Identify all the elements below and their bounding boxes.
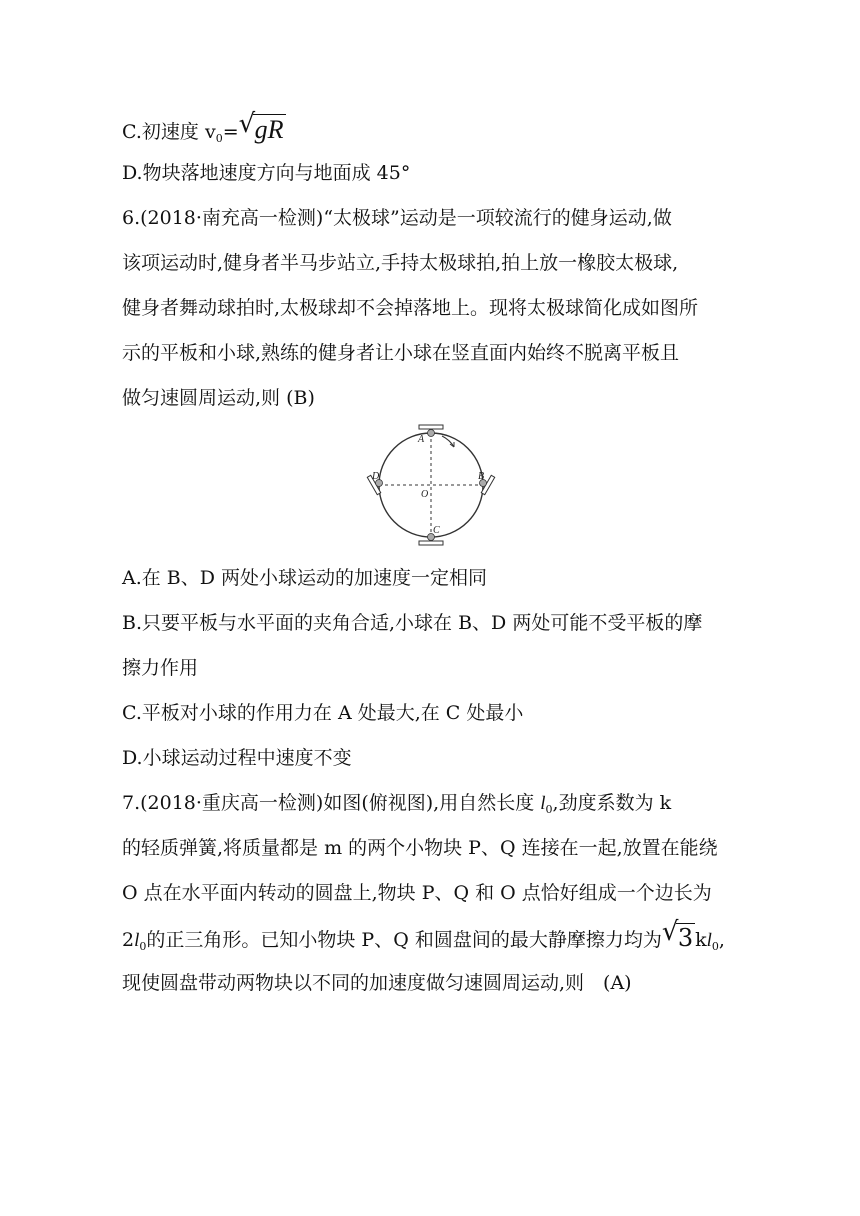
option-c-q6: C.平板对小球的作用力在 A 处最大,在 C 处最小 xyxy=(122,702,524,724)
label-d: D xyxy=(372,471,380,482)
question-6-line-4: 示的平板和小球,熟练的健身者让小球在竖直面内始终不脱离平板且 xyxy=(122,342,680,364)
question-6-line-1: 6.(2018·南充高一检测)“太极球”运动是一项较流行的健身运动,做 xyxy=(122,207,672,229)
taiji-ball-figure xyxy=(366,420,496,550)
option-d-q6: D.小球运动过程中速度不变 xyxy=(122,747,352,769)
sqrt-gR: √ gR xyxy=(238,109,284,144)
label-a: A xyxy=(418,434,425,445)
plate-bottom xyxy=(419,541,443,545)
question-7-line-1: 7.(2018·重庆高一检测)如图(俯视图),用自然长度 $l_0$,劲度系数为 k xyxy=(122,792,672,816)
question-7-line-2: 的轻质弹簧,将质量都是 m 的两个小物块 P、Q 连接在一起,放置在能绕 xyxy=(122,837,718,859)
option-d-q5: D.物块落地速度方向与地面成 45° xyxy=(122,162,411,184)
option-b-q6-line-1: B.只要平板与水平面的夹角合适,小球在 B、D 两处可能不受平板的摩 xyxy=(122,612,703,634)
option-a-q6: A.在 B、D 两处小球运动的加速度一定相同 xyxy=(122,567,488,589)
question-7-line-5: 现使圆盘带动两物块以不同的加速度做匀速圆周运动,则 (A) xyxy=(122,972,632,994)
sqrt-3: √ 3 xyxy=(661,917,694,952)
ball-a xyxy=(428,430,435,437)
question-7-line-3: O 点在水平面内转动的圆盘上,物块 P、Q 和 O 点恰好组成一个边长为 xyxy=(122,882,712,904)
question-6-line-2: 该项运动时,健身者半马步站立,手持太极球拍,拍上放一橡胶太极球, xyxy=(122,252,679,274)
question-7-line-4: $2l_0$的正三角形。已知小物块 P、Q 和圆盘间的最大静摩擦力均为 √ 3 $kl_0$, xyxy=(122,917,725,953)
label-c: C xyxy=(433,525,440,536)
label-o: O xyxy=(421,489,429,500)
plate-top xyxy=(419,425,443,429)
label-b: B xyxy=(478,471,485,482)
question-6-line-5: 做匀速圆周运动,则 (B) xyxy=(122,387,315,409)
circle-path xyxy=(379,433,483,537)
option-b-q6-line-2: 擦力作用 xyxy=(122,657,199,679)
option-c-q5: C.初速度 $v_0=$ √ gR xyxy=(122,109,284,145)
question-6-line-3: 健身者舞动球拍时,太极球却不会掉落地上。现将太极球简化成如图所 xyxy=(122,297,699,319)
